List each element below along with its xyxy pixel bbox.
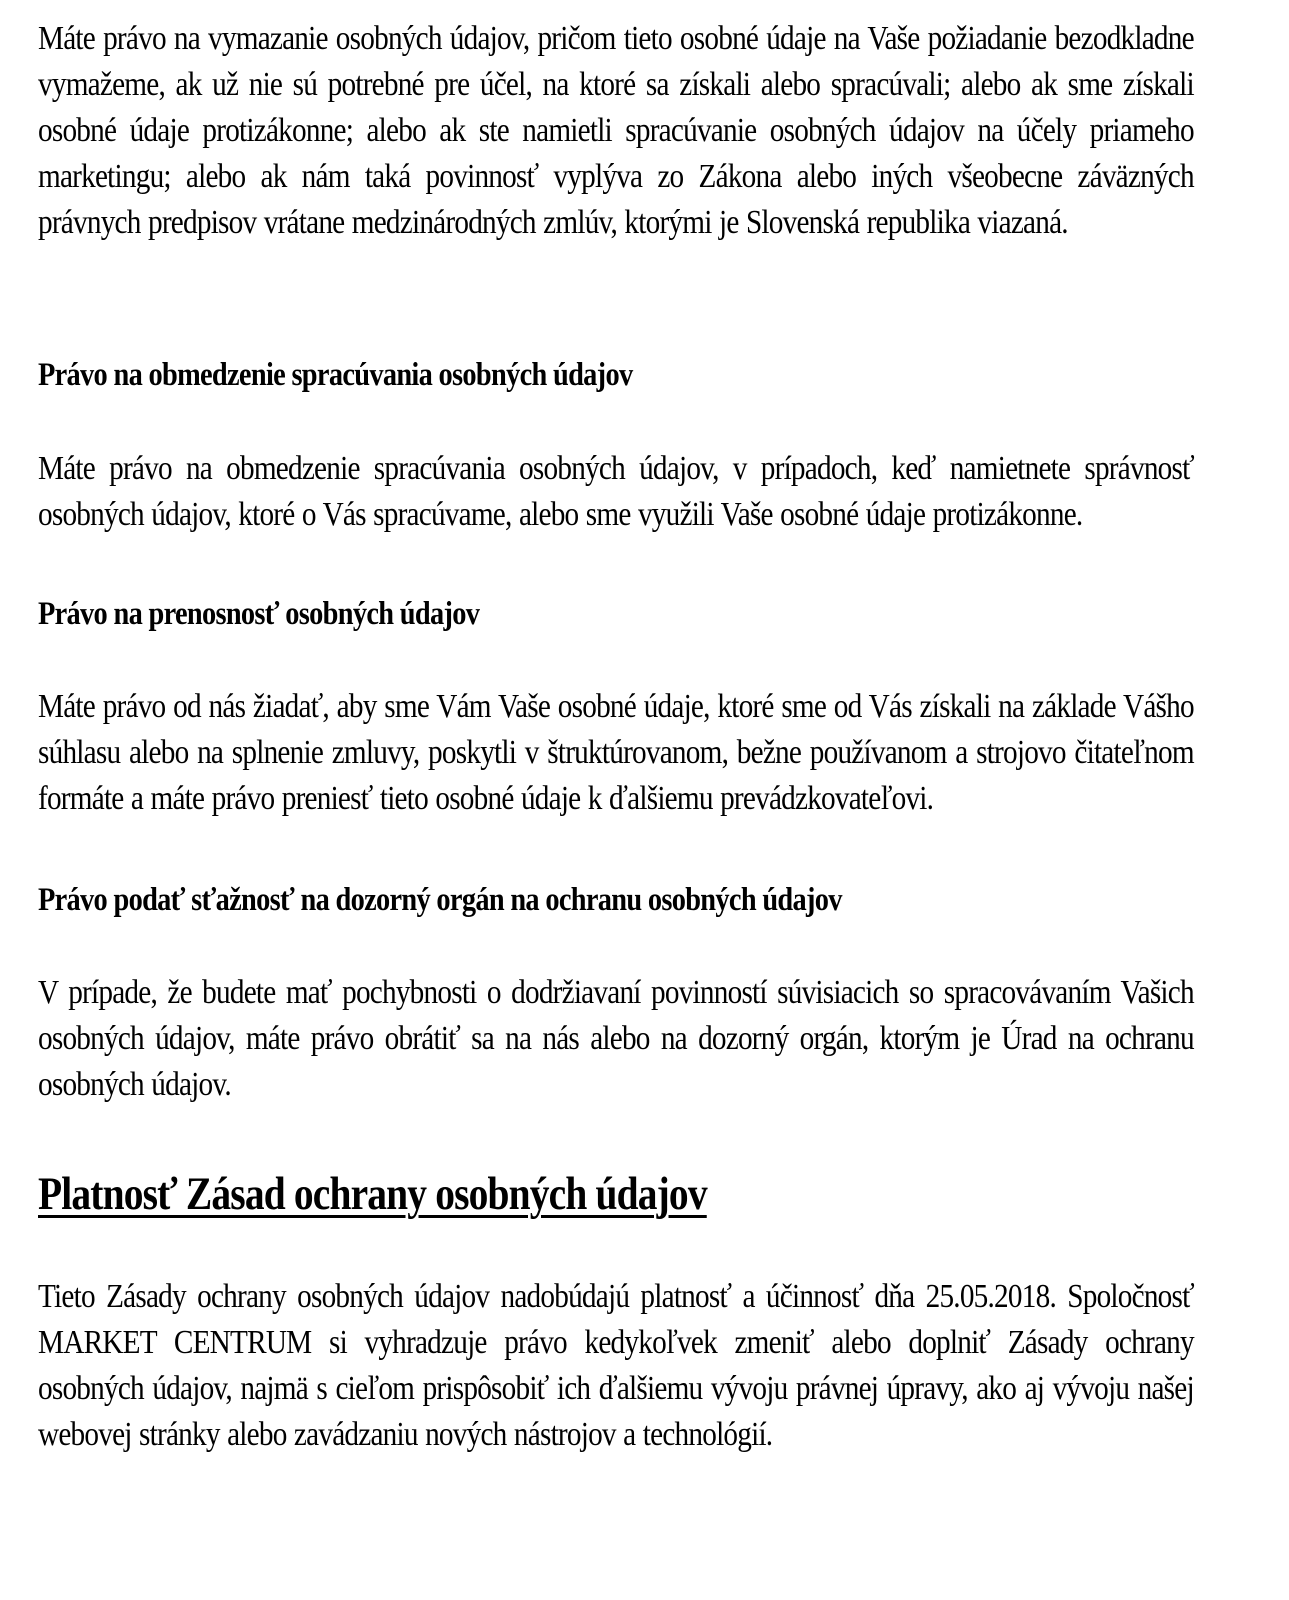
validity-section-title: Platnosť Zásad ochrany osobných údajov <box>38 1168 707 1220</box>
validity-paragraph: Tieto Zásady ochrany osobných údajov nadobúdajú platnosť a účinnosť dňa 25.05.2018. Spoločnosť MARKET CENTRUM si vyhradzuje právo kedykoľvek zmeniť alebo doplniť Zásady ochrany osobných údajov, najmä s cieľom prispôsobiť ich ďalšiemu vývoju právnej úpravy, ako aj vývoju našej webovej stránky alebo zavádzaniu nových nástrojov a technológií. <box>38 1278 1194 1453</box>
restriction-paragraph: Máte právo na obmedzenie spracúvania osobných údajov, v prípadoch, keď namietnete správnosť osobných údajov, ktoré o Vás spracúvame, alebo sme využili Vaše osobné údaje protizákonne. <box>38 450 1194 533</box>
erasure-paragraph: Máte právo na vymazanie osobných údajov, pričom tieto osobné údaje na Vaše požiadanie bezodkladne vymažeme, ak už nie sú potrebné pre účel, na ktoré sa získali alebo spracúvali; alebo ak sme získali osobné údaje protizákonne; alebo ak ste namietli spracúvanie osobných údajov na účely priameho marketingu; alebo ak nám taká povinnosť vyplýva zo Zákona alebo iných všeobecne záväzných právnych predpisov vrátane medzinárodných zmlúv, ktorými je Slovenská republika viazaná. <box>38 20 1194 241</box>
complaint-heading: Právo podať sťažnosť na dozorný orgán na ochranu osobných údajov <box>38 882 842 918</box>
complaint-paragraph: V prípade, že budete mať pochybnosti o dodržiavaní povinností súvisiacich so spracovávaním Vašich osobných údajov, máte právo obrátiť sa na nás alebo na dozorný orgán, ktorým je Úrad na ochranu osobných údajov. <box>38 974 1194 1103</box>
portability-heading: Právo na prenosnosť osobných údajov <box>38 596 480 632</box>
restriction-heading: Právo na obmedzenie spracúvania osobných údajov <box>38 357 633 393</box>
portability-paragraph: Máte právo od nás žiadať, aby sme Vám Vaše osobné údaje, ktoré sme od Vás získali na základe Vášho súhlasu alebo na splnenie zmluvy, poskytli v štruktúrovanom, bežne používanom a strojovo čitateľnom formáte a máte právo preniesť tieto osobné údaje k ďalšiemu prevádzkovateľovi. <box>38 688 1194 817</box>
document-page <box>38 0 1194 1600</box>
